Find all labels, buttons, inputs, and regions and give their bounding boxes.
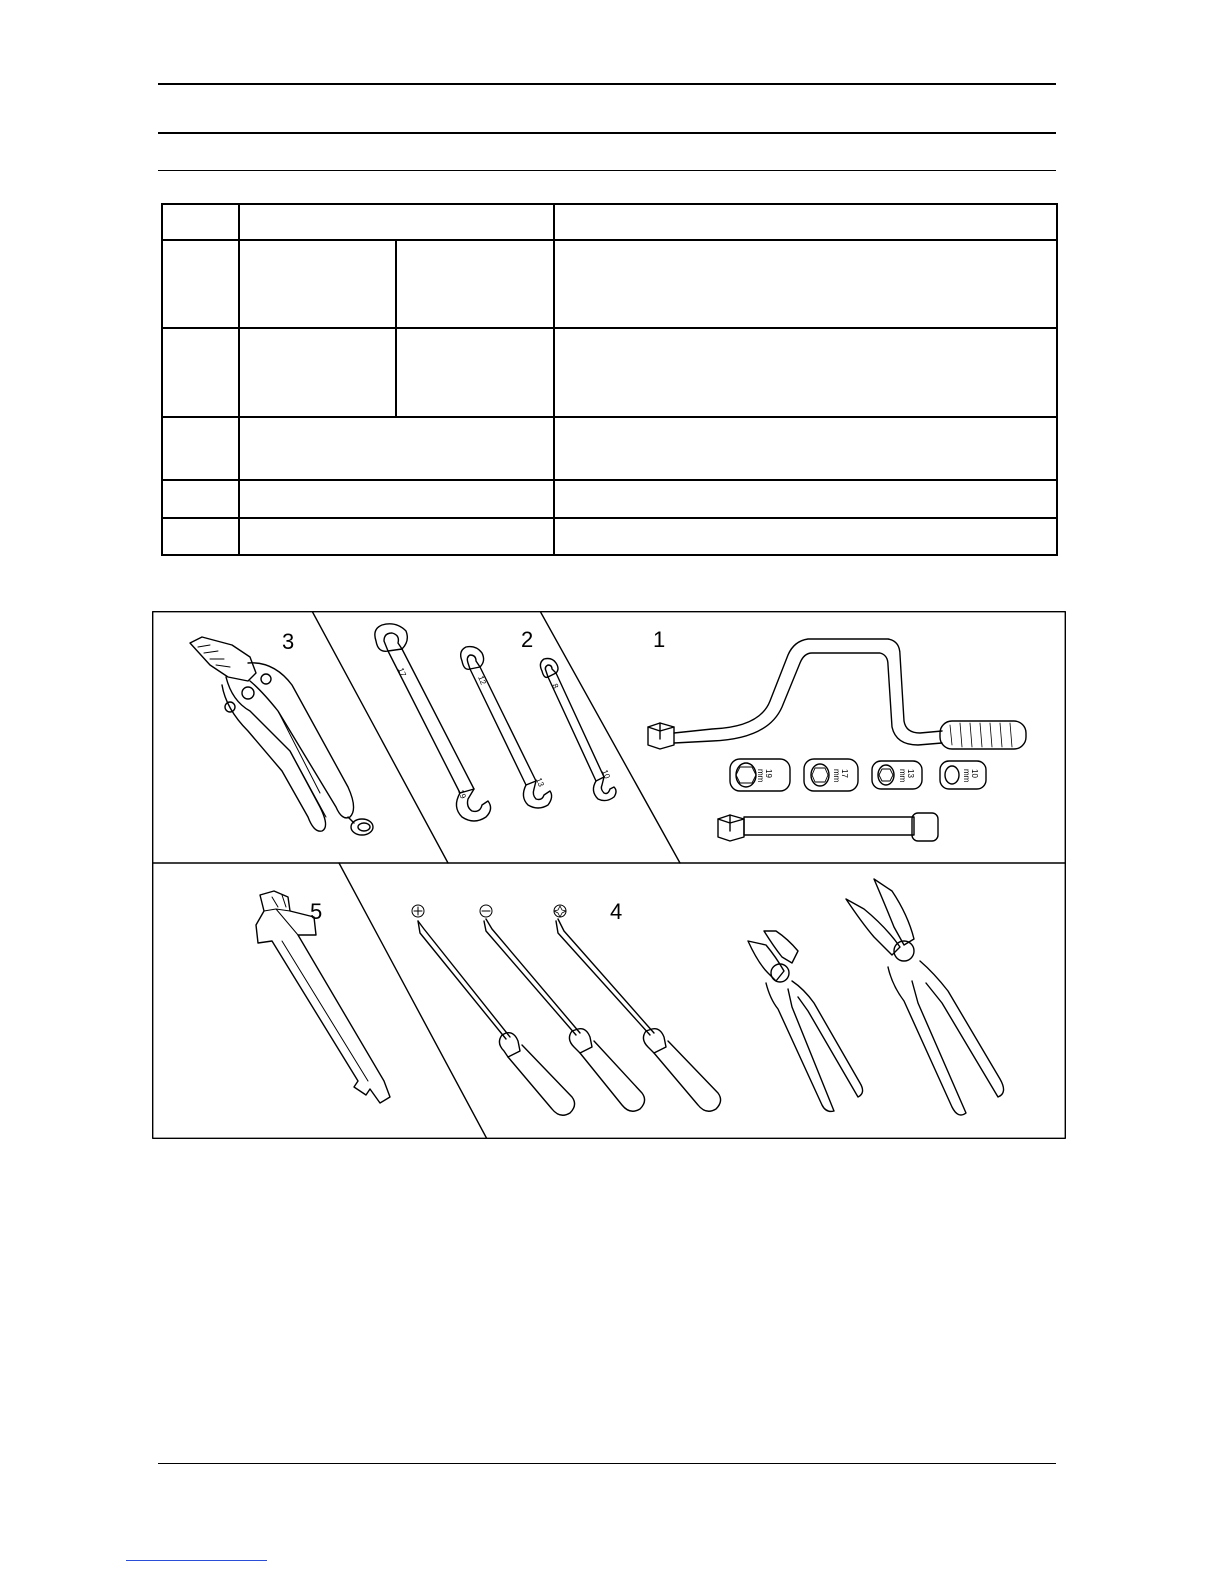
- footer-rule: [158, 1463, 1056, 1464]
- cutting-pliers-icon: [748, 931, 863, 1111]
- socket-handle-icon: [648, 639, 1026, 749]
- socket-label-10-num: 10: [970, 769, 979, 778]
- special-spanner-icon: [256, 891, 390, 1103]
- header-rule-bottom: [158, 170, 1056, 171]
- phillips-screwdriver-icon: [418, 921, 575, 1115]
- table-row-line: [161, 479, 1058, 481]
- socket-label-19-num: 19: [764, 769, 773, 778]
- torx-screwdriver-icon: [556, 919, 721, 1111]
- table-row-line: [161, 517, 1058, 519]
- socket-label-17-unit: mm: [832, 769, 841, 783]
- table-col-line: [238, 203, 240, 556]
- group-label-3: 3: [282, 629, 295, 654]
- screwdriver-tip-marks: [412, 905, 566, 917]
- wrench-label-8: 8: [550, 682, 561, 690]
- socket-label-17-num: 17: [840, 769, 849, 778]
- wrench-17-19-icon: [375, 624, 491, 821]
- table-row-line: [161, 416, 1058, 418]
- header-rule-top: [158, 83, 1056, 85]
- extension-bar-icon: [718, 813, 938, 841]
- socket-label-19-unit: mm: [756, 769, 765, 783]
- table-outline: [161, 203, 1058, 556]
- wrench-label-19: 19: [456, 788, 468, 801]
- group-label-5: 5: [310, 899, 323, 924]
- header-rule-middle: [158, 132, 1056, 134]
- toolkit-figure: [152, 611, 1066, 1139]
- socket-label-13-unit: mm: [898, 769, 907, 783]
- table-col-line: [395, 240, 397, 418]
- wrench-label-17: 17: [396, 666, 408, 679]
- flat-screwdriver-icon: [484, 919, 645, 1111]
- wrench-label-12: 12: [476, 674, 488, 687]
- socket-label-13-num: 13: [906, 769, 915, 778]
- table-row-line: [161, 239, 1058, 241]
- socket-label-10-unit: mm: [962, 769, 971, 783]
- needle-nose-pliers-icon: [846, 879, 1004, 1115]
- toolkit-illustration: [152, 611, 1066, 1139]
- table-col-line: [553, 203, 555, 556]
- wrench-label-13: 13: [534, 776, 546, 789]
- group-label-2: 2: [521, 627, 534, 652]
- table-row-line: [161, 327, 1058, 329]
- wrench-label-10: 10: [600, 768, 612, 781]
- locking-pliers-icon: [190, 637, 373, 835]
- group-label-1: 1: [653, 627, 666, 652]
- group-label-4: 4: [610, 899, 623, 924]
- tool-table: [161, 203, 1058, 556]
- figure-divider: [339, 863, 487, 1139]
- footnote-link-underline[interactable]: [126, 1560, 267, 1561]
- figure-frame: [153, 612, 1066, 1139]
